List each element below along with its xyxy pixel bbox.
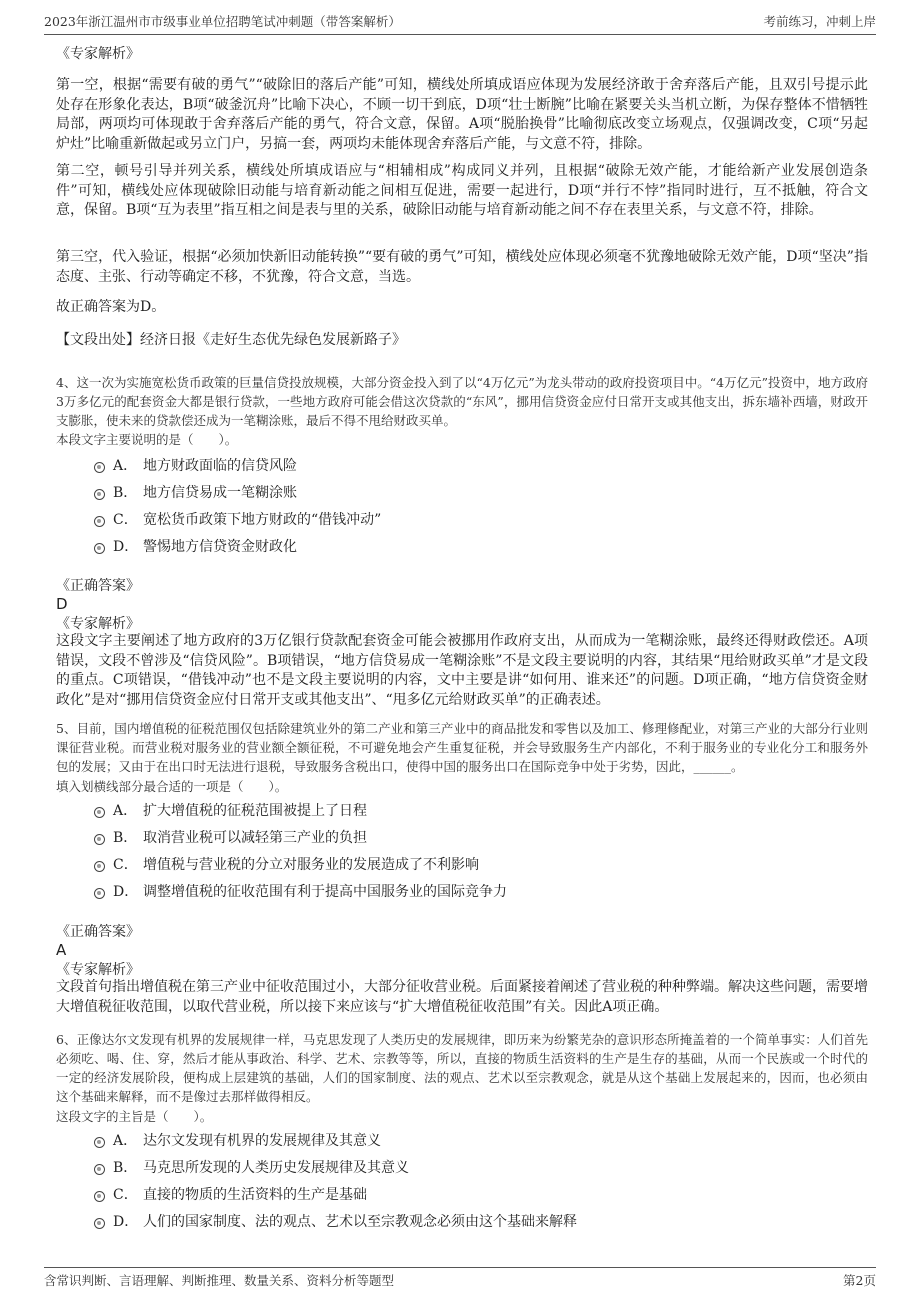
question-4-prompt: 本段文字主要说明的是（ ）。: [56, 432, 238, 447]
question-5-stem: 5、目前，国内增值税的征税范围仅包括除建筑业外的第二产业和第三产业中的商品批发和零售以及加工、修理修配业，对第三产业的大部分行业则课征营业税。而营业税对服务业的营业额全额征税，不可避免地会产生重复征税，并会导致服务生产内部化，不利于服务业的专业化分工和服务外包的发展；又由于在出口时无法进行退税，导致服务含税出口，使得中国的服务出口在国际竞争中处于劣势，因此，______。: [56, 721, 868, 774]
radio-icon[interactable]: [94, 516, 105, 527]
source-text: 【文段出处】经济日报《走好生态优先绿色发展新路子》: [56, 332, 406, 348]
q5-option-a[interactable]: A． 扩大增值税的征税范围被提上了日程: [94, 799, 367, 821]
header-slogan: 考前练习，冲刺上岸: [763, 14, 876, 29]
correct-answer-value: A: [56, 941, 67, 959]
q4-option-c[interactable]: C． 宽松货币政策下地方财政的“借钱冲动”: [94, 508, 381, 530]
q5-option-b[interactable]: B． 取消营业税可以减轻第三产业的负担: [94, 826, 367, 848]
analysis-paragraph-2: 第二空，顿号引导并列关系，横线处所填成语应与“相辅相成”构成同义并列，且根据“破除无效产能，才能给新产业发展创造条件”可知，横线处应体现破除旧动能与培育新动能之间相互促进，需要一起进行，D项“并行不悖”指同时进行，互不抵触，符合文意，保留。B项“互为表里”指互相之间是表与里的关系，破除旧动能与培育新动能之间不存在表里关系，与文意不符，排除。: [56, 163, 868, 218]
radio-icon[interactable]: [94, 888, 105, 899]
q5-option-d[interactable]: D． 调整增值税的征收范围有利于提高中国服务业的国际竞争力: [94, 880, 507, 902]
radio-icon[interactable]: [94, 1191, 105, 1202]
expert-analysis-label: 《专家解析》: [56, 46, 140, 62]
analysis-paragraph-3: 第三空，代入验证，根据“必须加快新旧动能转换”“要有破的勇气”可知，横线处应体现必须毫不犹豫地破除无效产能，D项“坚决”指态度、主张、行动等确定不移，不犹豫，符合文意，当选。: [56, 249, 868, 285]
question-5-prompt: 填入划横线部分最合适的一项是（ ）。: [56, 779, 288, 794]
question-6-prompt: 这段文字的主旨是（ ）。: [56, 1109, 213, 1124]
q4-option-b[interactable]: B． 地方信贷易成一笔糊涂账: [94, 481, 297, 503]
page-header: [44, 8, 876, 35]
q6-option-a[interactable]: A． 达尔文发现有机界的发展规律及其意义: [94, 1129, 381, 1151]
question-6-stem: 6、正像达尔文发现有机界的发展规律一样，马克思发现了人类历史的发展规律，即历来为纷繁芜杂的意识形态所掩盖着的一个简单事实：人们首先必须吃、喝、住、穿，然后才能从事政治、科学、艺术、宗教等等，所以，直接的物质生活资料的生产是生存的基础，从而一个民族或一个时代的一定的经济发展阶段，便构成上层建筑的基础，人们的国家制度、法的观点、艺术以至宗教观念，就是从这个基础上发展起来的，因而，也必须由这个基础来解释，而不是像过去那样做得相反。: [56, 1032, 868, 1104]
q4-option-d[interactable]: D． 警惕地方信贷资金财政化: [94, 535, 297, 557]
radio-icon[interactable]: [94, 1164, 105, 1175]
q6-option-b[interactable]: B． 马克思所发现的人类历史发展规律及其意义: [94, 1156, 409, 1178]
q6-option-c[interactable]: C． 直接的物质的生活资料的生产是基础: [94, 1183, 367, 1205]
conclusion-text: 故正确答案为D。: [56, 299, 166, 315]
radio-icon[interactable]: [94, 462, 105, 473]
radio-icon[interactable]: [94, 861, 105, 872]
expert-analysis-label: 《专家解析》: [56, 616, 140, 632]
document-title: 2023年浙江温州市市级事业单位招聘笔试冲刺题（带答案解析）: [44, 14, 401, 29]
radio-icon[interactable]: [94, 1137, 105, 1148]
q5-option-c[interactable]: C． 增值税与营业税的分立对服务业的发展造成了不利影响: [94, 853, 479, 875]
radio-icon[interactable]: [94, 489, 105, 500]
radio-icon[interactable]: [94, 807, 105, 818]
radio-icon[interactable]: [94, 543, 105, 554]
expert-analysis-label: 《专家解析》: [56, 962, 140, 978]
analysis-paragraph-1: 第一空，根据“需要有破的勇气”“破除旧的落后产能”可知，横线处所填成语应体现为发展经济敢于舍弃落后产能，且双引号提示此处存在形象化表达，B项“破釜沉舟”比喻下决心，不顾一切干到底，D项“壮士断腕”比喻在紧要关头当机立断，为保存整体不惜牺牲局部，两项均可体现敢于舍弃落后产能的勇气，符合文意，保留。A项“脱胎换骨”比喻彻底改变立场观点，仅强调改变，C项“另起炉灶”比喻重新做起或另立门户，另搞一套，两项均未能体现舍弃落后产能，与文意不符，排除。: [56, 77, 868, 152]
footer-topics: 含常识判断、言语理解、判断推理、数量关系、资料分析等题型: [44, 1273, 395, 1288]
correct-answer-label: 《正确答案》: [56, 578, 140, 594]
question-4-analysis: 这段文字主要阐述了地方政府的3万亿银行贷款配套资金可能会被挪用作政府支出，从而成为一笔糊涂账，最终还得财政偿还。A项错误，文段不曾涉及“信贷风险”。B项错误，“地方信贷易成一笔糊涂账”不是文段主要说明的内容，其结果“甩给财政买单”才是文段的重点。C项错误，“借钱冲动”也不是文段主要说明的内容，文中主要是讲“如何用、谁来还”的问题。D项正确，“地方信贷资金财政化”是对“挪用信贷资金应付日常开支或其他支出”、“甩多亿元给财政买单”的正确表述。: [56, 633, 868, 708]
correct-answer-value: D: [56, 595, 68, 613]
question-4-stem: 4、这一次为实施宽松货币政策的巨量信贷投放规模，大部分资金投入到了以“4万亿元”为龙头带动的政府投资项目中。“4万亿元”投资中，地方政府3万多亿元的配套资金大都是银行贷款，一些地方政府可能会借这次贷款的“东风”，挪用信贷资金应付日常开支或其他支出，拆东墙补西墙，财政开支膨胀，使未来的贷款偿还成为一笔糊涂账，最后不得不甩给财政买单。: [56, 375, 868, 428]
page-number: 第2页: [843, 1273, 876, 1288]
page-footer: [44, 1267, 876, 1292]
radio-icon[interactable]: [94, 1218, 105, 1229]
question-5-analysis: 文段首句指出增值税在第三产业中征收范围过小，大部分征收营业税。后面紧接着阐述了营业税的种种弊端。解决这些问题，需要增大增值税征收范围，以取代营业税，所以接下来应该与“扩大增值税征收范围”有关。因此A项正确。: [56, 979, 868, 1015]
q6-option-d[interactable]: D． 人们的国家制度、法的观点、艺术以至宗教观念必须由这个基础来解释: [94, 1210, 577, 1232]
q4-option-a[interactable]: A． 地方财政面临的信贷风险: [94, 454, 297, 476]
radio-icon[interactable]: [94, 834, 105, 845]
correct-answer-label: 《正确答案》: [56, 924, 140, 940]
